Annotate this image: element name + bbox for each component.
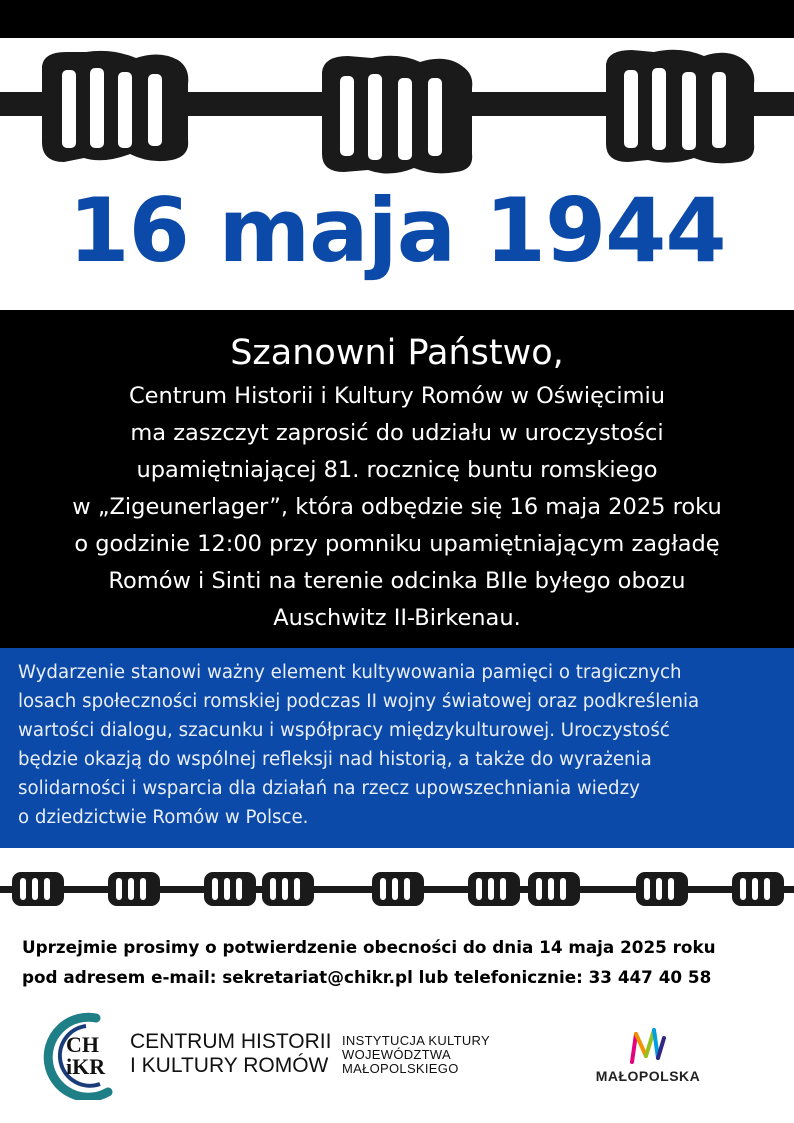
description-line: solidarności i wsparcia dla działań na rzecz upowszechniania wiedzy [18, 778, 640, 799]
invitation-line: Centrum Historii i Kultury Romów w Oświęcimiu [128, 383, 666, 409]
top-black-bar [0, 0, 794, 38]
description-line: losach społeczności romskiej podczas II wojny światowej oraz podkreślenia [18, 691, 700, 712]
description-panel [0, 648, 794, 848]
description-line: Wydarzenie stanowi ważny element kultywowania pamięci o tragicznych [18, 662, 682, 683]
institution-line: WOJEWÓDZTWA [342, 1047, 451, 1062]
broken-chain-icon [0, 44, 794, 182]
invitation-line: o godzinie 12:00 przy pomniku upamiętniającym zagładę [74, 531, 720, 557]
description-line: wartości dialogu, szacunku i współpracy międzykulturowej. Uroczystość [18, 720, 670, 741]
invitation-line: w „Zigeunerlager”, która odbędzie się 16 maja 2025 roku [72, 494, 722, 520]
description-line: o dziedzictwie Romów w Polsce. [18, 807, 309, 828]
chikr-name-line: I KULTURY ROMÓW [130, 1054, 329, 1077]
chikr-logo-icon [36, 1012, 128, 1100]
chain-divider-icon [0, 866, 794, 912]
page-title: 16 maja 1944 [68, 179, 726, 282]
description-line: będzie okazją do wspólnej refleksji nad historią, a także do wyrażenia [18, 749, 652, 770]
svg-text:CH: CH [66, 1032, 99, 1057]
region-name: MAŁOPOLSKA [595, 1068, 701, 1084]
chikr-name-line: CENTRUM HISTORII [130, 1030, 332, 1053]
malopolska-logo-icon [628, 1026, 668, 1064]
institution-line: INSTYTUCJA KULTURY [342, 1033, 490, 1048]
svg-text:iKR: iKR [66, 1054, 106, 1079]
greeting: Szanowni Państwo, [230, 333, 564, 373]
rsvp-line: Uprzejmie prosimy o potwierdzenie obecności do dnia 14 maja 2025 roku [22, 937, 716, 957]
rsvp-notice [22, 932, 782, 992]
chikr-name [130, 1030, 331, 1078]
invitation-line: Romów i Sinti na terenie odcinka BIIe byłego obozu [108, 568, 686, 594]
rsvp-line: pod adresem e-mail: sekretariat@chikr.pl lub telefonicznie: 33 447 40 58 [22, 967, 712, 987]
invitation-panel [0, 310, 794, 648]
invitation-line: upamiętniającej 81. rocznicę buntu romskiego [136, 457, 658, 483]
invitation-line: ma zaszczyt zaprosić do udziału w uroczystości [130, 420, 664, 446]
institution-line: MAŁOPOLSKIEGO [342, 1061, 459, 1076]
invitation-line: Auschwitz II-Birkenau. [273, 605, 521, 631]
institution-label [342, 1034, 490, 1076]
